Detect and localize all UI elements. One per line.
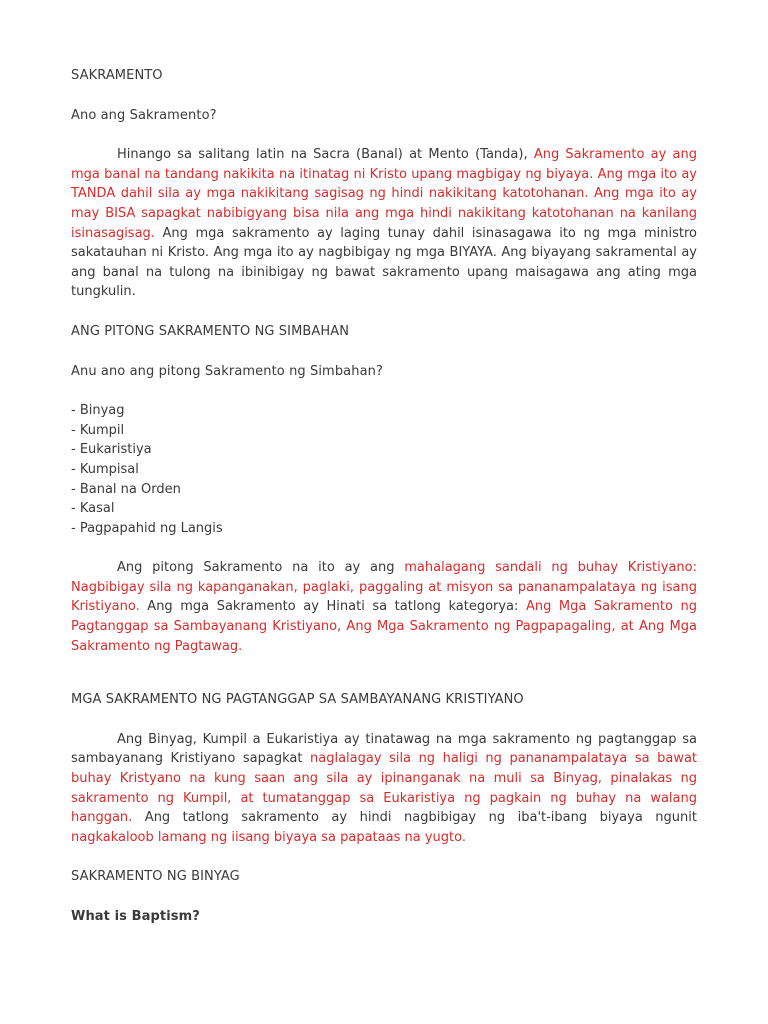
paragraph-categories-highlight-1: mahalagang sandali ng buhay Kristiyano: Nagbibigay sila ng kapanganakan, paglaki, paggaling at misyon sa pananampalataya ng isang Kristiyano. (71, 560, 697, 615)
paragraph-definition-highlight: Ang Sakramento ay ang mga banal na tandang nakikita na itinatag ni Kristo upang magbigay ng biyaya. Ang mga ito ay TANDA dahil sila ay mga nakikitang sagisag ng hindi nakikitang katotohanan. Ang mga ito ay may BISA sapagkat nabibigyang bisa nila ang mga hindi nakikitang katotohanan na kanilang isinasagisag. (71, 147, 697, 241)
paragraph-categories (71, 558, 697, 656)
sacraments-list (71, 401, 697, 538)
list-item: - Kumpil (71, 422, 125, 438)
paragraph-definition-text-1: Hinango sa salitang latin na Sacra (Banal) at Mento (Tanda), (117, 147, 534, 163)
question-what-is-sacrament: Ano ang Sakramento? (71, 107, 217, 123)
question-seven-sacraments: Anu ano ang pitong Sakramento ng Simbahan? (71, 363, 383, 379)
list-item: - Pagpapahid ng Langis (71, 520, 223, 536)
document-title: SAKRAMENTO (71, 68, 163, 83)
paragraph-initiation-highlight-1: naglalagay sila ng haligi ng pananampalataya sa bawat buhay Kristyano na kung saan ang sila ay ipinanganak na muli sa Binyag, pinalakas ng sakramento ng Kumpil, at tumatanggap sa Eukaristiya ng pagkain ng buhay na walang hanggan. (71, 751, 698, 826)
list-item: - Kasal (71, 501, 115, 517)
paragraph-initiation (71, 730, 697, 848)
list-item: - Eukaristiya (71, 442, 152, 458)
section-heading-seven-sacraments: ANG PITONG SAKRAMENTO NG SIMBAHAN (71, 323, 350, 339)
paragraph-initiation-text-1: Ang Binyag, Kumpil a Eukaristiya ay tinatawag na mga sakramento ng pagtanggap sa sambayanang Kristiyano sapagkat (71, 731, 697, 767)
document-content (71, 66, 697, 927)
list-item: - Banal na Orden (71, 481, 181, 497)
list-item: - Kumpisal (71, 461, 139, 477)
paragraph-categories-text-2: Ang mga Sakramento ay Hinati sa tatlong kategorya: (139, 599, 526, 615)
paragraph-initiation-text-2: Ang tatlong sakramento ay hindi nagbibigay ng iba't-ibang biyaya ngunit (132, 810, 697, 826)
paragraph-definition-text-2: Ang mga sakramento ay laging tunay dahil isinasagawa ito ng mga ministro sakatauhan ni Kristo. Ang mga ito ay nagbibigay ng mga BIYAYA. Ang biyayang sakramental ay ang banal na tulong na ibinibigay ng bawat sakramento upang maisagawa ang ating mga tungkulin. (71, 225, 697, 300)
paragraph-categories-text-1: Ang pitong Sakramento na ito ay ang (117, 560, 405, 576)
question-what-is-baptism: What is Baptism? (71, 909, 200, 924)
section-heading-baptism: SAKRAMENTO NG BINYAG (71, 869, 240, 885)
section-heading-initiation: MGA SAKRAMENTO NG PAGTANGGAP SA SAMBAYANANG KRISTIYANO (71, 692, 524, 708)
paragraph-definition (71, 145, 697, 302)
paragraph-categories-highlight-2: Ang Mga Sakramento ng Pagtanggap sa Sambayanang Kristiyano, Ang Mga Sakramento ng Pagpapagaling, at Ang Mga Sakramento ng Pagtawag. (71, 599, 698, 654)
paragraph-initiation-highlight-2: nagkakaloob lamang ng iisang biyaya sa papataas na yugto. (71, 829, 466, 845)
list-item: - Binyag (71, 403, 125, 419)
